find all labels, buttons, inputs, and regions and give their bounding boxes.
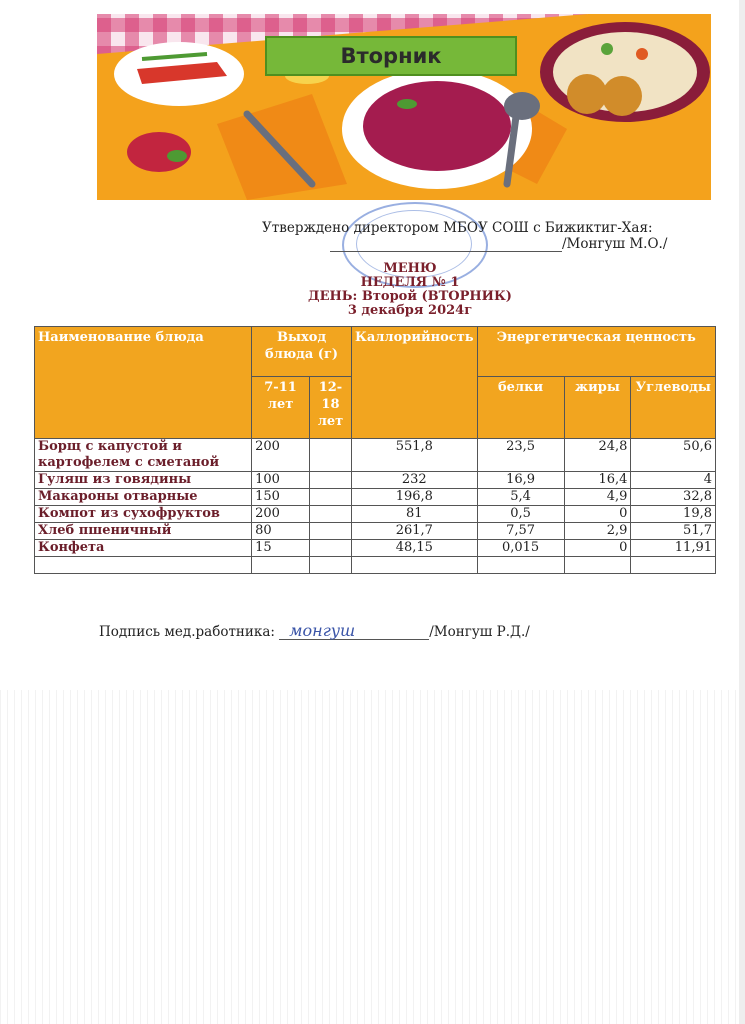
dish-name: Макароны отварные xyxy=(35,489,252,506)
director-name: /Монгуш М.О./ xyxy=(562,236,668,252)
empty-row xyxy=(35,557,716,574)
signature-line xyxy=(279,621,429,640)
table-row xyxy=(35,540,716,557)
dish-name: Хлеб пшеничный xyxy=(35,523,252,540)
director-signature-line xyxy=(330,239,562,252)
yield-7-11: 100 xyxy=(252,472,310,489)
table-row xyxy=(35,472,716,489)
dish-name: Конфета xyxy=(35,540,252,557)
proteins: 0,015 xyxy=(477,540,564,557)
approval-line: Утверждено директором МБОУ СОШ с Бижиктиг-Хая: xyxy=(262,220,653,236)
header-age-12-18: 12-18 лет xyxy=(309,377,351,439)
proteins: 7,57 xyxy=(477,523,564,540)
yield-12-18 xyxy=(309,523,351,540)
dish-name: Гуляш из говядины xyxy=(35,472,252,489)
proteins: 5,4 xyxy=(477,489,564,506)
yield-7-11: 150 xyxy=(252,489,310,506)
calories: 261,7 xyxy=(352,523,478,540)
proteins: 23,5 xyxy=(477,439,564,472)
menu-title: МЕНЮ xyxy=(383,261,437,276)
scan-edge xyxy=(0,690,745,1024)
approval-signature xyxy=(330,236,667,252)
calories: 196,8 xyxy=(352,489,478,506)
carbs: 19,8 xyxy=(631,506,716,523)
day-tag: Вторник xyxy=(265,36,517,76)
header-energy: Энергетическая ценность xyxy=(477,327,715,377)
medic-name: /Монгуш Р.Д./ xyxy=(429,624,530,640)
carbs: 11,91 xyxy=(631,540,716,557)
dish-name: Компот из сухофруктов xyxy=(35,506,252,523)
table-row xyxy=(35,523,716,540)
medic-signature xyxy=(99,621,530,640)
header-carbs: Углеводы xyxy=(631,377,716,439)
calories: 551,8 xyxy=(352,439,478,472)
fats: 0 xyxy=(564,506,631,523)
fats: 24,8 xyxy=(564,439,631,472)
table-row xyxy=(35,489,716,506)
header-proteins: белки xyxy=(477,377,564,439)
week-title: НЕДЕЛЯ № 1 xyxy=(360,275,460,290)
scan-right-edge xyxy=(739,0,745,1024)
carbs: 4 xyxy=(631,472,716,489)
yield-7-11: 80 xyxy=(252,523,310,540)
header-dish: Наименование блюда xyxy=(35,327,252,439)
yield-12-18 xyxy=(309,472,351,489)
yield-12-18 xyxy=(309,506,351,523)
carbs: 50,6 xyxy=(631,439,716,472)
menu-titles xyxy=(0,262,745,318)
fats: 0 xyxy=(564,540,631,557)
yield-7-11: 15 xyxy=(252,540,310,557)
calories: 48,15 xyxy=(352,540,478,557)
calories: 232 xyxy=(352,472,478,489)
menu-table xyxy=(34,326,716,574)
header-yield: Выход блюда (г) xyxy=(252,327,352,377)
header-fats: жиры xyxy=(564,377,631,439)
dish-name: Борщ с капустой и картофелем с сметаной xyxy=(35,439,252,472)
header-calories: Каллорийность xyxy=(352,327,478,439)
menu-banner xyxy=(97,14,711,200)
date-title: 3 декабря 2024г xyxy=(347,303,473,318)
day-title: ДЕНЬ: Второй (ВТОРНИК) xyxy=(308,289,512,304)
header-age-7-11: 7-11 лет xyxy=(252,377,310,439)
yield-12-18 xyxy=(309,489,351,506)
calories: 81 xyxy=(352,506,478,523)
table-row xyxy=(35,506,716,523)
yield-7-11: 200 xyxy=(252,439,310,472)
carbs: 51,7 xyxy=(631,523,716,540)
proteins: 0,5 xyxy=(477,506,564,523)
yield-7-11: 200 xyxy=(252,506,310,523)
signature-label: Подпись мед.работника: xyxy=(99,624,275,640)
fats: 2,9 xyxy=(564,523,631,540)
yield-12-18 xyxy=(309,540,351,557)
table-row xyxy=(35,439,716,472)
fats: 16,4 xyxy=(564,472,631,489)
carbs: 32,8 xyxy=(631,489,716,506)
handwritten-signature: монгуш xyxy=(289,621,356,640)
yield-12-18 xyxy=(309,439,351,472)
proteins: 16,9 xyxy=(477,472,564,489)
fats: 4,9 xyxy=(564,489,631,506)
